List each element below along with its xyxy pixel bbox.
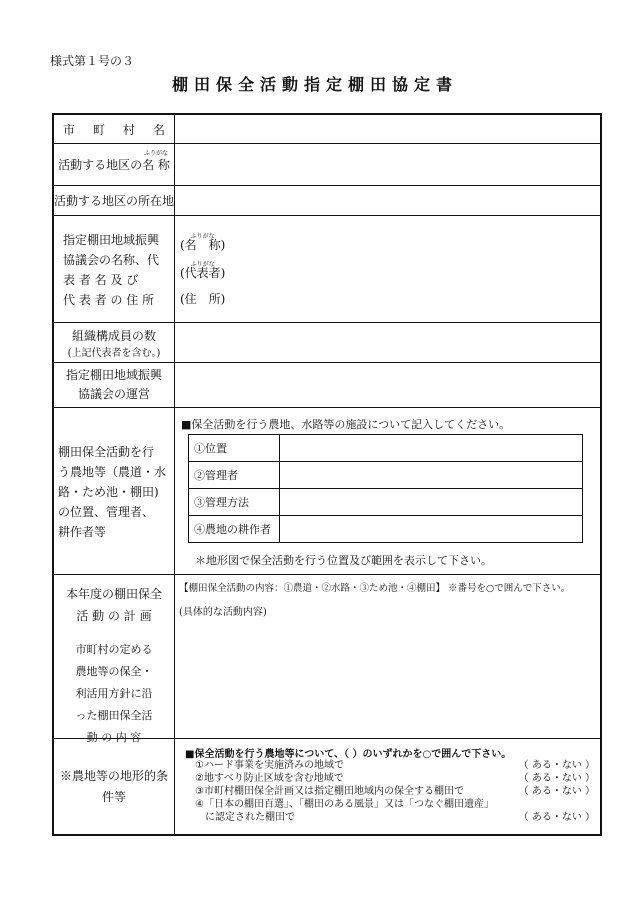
- facilities-label-line-4: の位置、管理者、: [58, 505, 155, 519]
- terrain-label-line-1: ※農地等の地形的条: [59, 768, 168, 783]
- facilities-instruction: ■保全活動を行う農地、水路等の施設について記入してください。: [181, 418, 511, 431]
- plan-sub-line-5: 動 の 内 容: [86, 731, 142, 744]
- terrain-condition-3: [195, 785, 595, 798]
- document-title: 棚田保全活動指定棚田協定書: [171, 75, 458, 94]
- plan-sub-line-1: 市町村の定める: [75, 643, 153, 656]
- council-label-line-1: 指定棚田地域振興: [63, 233, 160, 247]
- facility-row-location: [189, 435, 583, 462]
- area-name-field[interactable]: [175, 144, 600, 185]
- area-name-furigana: ふりがな: [144, 150, 169, 157]
- facilities-label-line-5: 耕作者等: [58, 525, 107, 539]
- council-fields[interactable]: [175, 216, 600, 322]
- plan-row: [54, 575, 600, 744]
- council-rep-label: (代表者): [180, 266, 226, 280]
- operation-label-line-1: 指定棚田地域振興: [65, 368, 162, 382]
- council-label-line-3: 表 者 名 及 び: [63, 273, 139, 287]
- area-name-label-text: 名 称: [142, 158, 170, 172]
- plan-label-line-1: 本年度の棚田保全: [65, 587, 162, 601]
- facility-method-label: ③管理方法: [189, 489, 280, 516]
- facility-cultivator-label: ④農地の耕作者: [189, 516, 280, 543]
- council-address-label: (住 所): [180, 292, 226, 306]
- facilities-content: [175, 408, 600, 574]
- facility-location-label: ①位置: [189, 435, 280, 462]
- area-location-row: [54, 186, 600, 216]
- terrain-condition-5-choice[interactable]: （ ある・ない ）: [518, 812, 595, 823]
- plan-label-line-2: 活 動 の 計 画: [76, 609, 152, 623]
- agreement-form-table: [52, 113, 602, 836]
- form-number: 様式第１号の３: [50, 54, 135, 68]
- terrain-condition-2-choice[interactable]: （ ある・ない ）: [518, 773, 595, 784]
- facility-row-method: [189, 489, 583, 516]
- terrain-instruction: ■保全活動を行う農地等について、（ ）のいずれかを○で囲んで下さい。: [185, 749, 512, 760]
- facilities-row: [54, 408, 600, 575]
- facility-manager-label: ②管理者: [189, 462, 280, 489]
- municipality-char-3: 村: [122, 122, 135, 137]
- operation-field[interactable]: [175, 363, 600, 407]
- municipality-char-4: 名: [152, 122, 165, 137]
- council-name-line: [180, 234, 225, 256]
- council-name-furigana: ふりがな: [190, 233, 215, 240]
- terrain-conditions: [195, 759, 595, 824]
- plan-label: [54, 575, 175, 744]
- council-rep-furigana: ふりがな: [190, 261, 215, 268]
- council-name-label: (名 称): [180, 238, 226, 252]
- facility-manager-field[interactable]: [280, 462, 583, 489]
- municipality-char-1: 市: [63, 122, 76, 137]
- members-field[interactable]: [175, 323, 600, 362]
- council-row: [54, 216, 600, 323]
- members-label-main: 組織構成員の数: [71, 328, 156, 343]
- facility-location-field[interactable]: [280, 435, 583, 462]
- members-label-sub: (上記代表者を含む。): [67, 347, 161, 359]
- area-name-row: [54, 144, 600, 186]
- municipality-field[interactable]: [175, 115, 600, 143]
- terrain-condition-5-text: に認定された棚田で: [195, 812, 295, 823]
- operation-label-line-2: 協議会の運営: [77, 387, 150, 401]
- operation-label: [54, 363, 175, 407]
- terrain-condition-4: [195, 798, 595, 811]
- facilities-label-line-3: 路・ため池・棚田): [58, 485, 159, 499]
- facility-method-field[interactable]: [280, 489, 583, 516]
- municipality-label: [54, 115, 175, 143]
- terrain-condition-1-choice[interactable]: （ ある・ない ）: [518, 760, 595, 771]
- terrain-label-line-2: 件等: [101, 789, 126, 804]
- terrain-condition-2-text: ②地すべり防止区域を含む地域で: [195, 773, 344, 784]
- terrain-label: [54, 739, 175, 834]
- plan-content[interactable]: [175, 575, 600, 738]
- area-name-label-prefix: 活動する地区の: [58, 158, 143, 172]
- facilities-map-note: ＊地形図で保全活動を行う位置及び範囲を表示して下さい。: [195, 554, 492, 567]
- members-row: [54, 323, 600, 363]
- facility-row-manager: [189, 462, 583, 489]
- terrain-condition-4-text: ④「日本の棚田百選」、「棚田のある風景」又は「つなぐ棚田遺産」: [195, 799, 494, 810]
- facilities-label: [54, 408, 175, 574]
- terrain-condition-1-text: ①ハード事業を実施済みの地域で: [195, 760, 344, 771]
- terrain-row: [54, 739, 600, 834]
- council-label-line-2: 協議会の名称、代: [63, 253, 160, 267]
- terrain-condition-1: [195, 759, 595, 772]
- municipality-row: [54, 115, 600, 144]
- plan-content-line: 【棚田保全活動の内容：①農道・②水路・③ため池・④棚田】 ※番号を○で囲んで下さい。: [179, 583, 571, 594]
- facilities-label-line-1: 棚田保全活動を行: [58, 445, 155, 459]
- plan-sub-line-2: 農地等の保全・: [75, 665, 153, 678]
- area-name-label-main: [142, 150, 170, 173]
- operation-row: [54, 363, 600, 408]
- plan-sub-line-3: 利活用方針に沿: [75, 687, 153, 700]
- facility-cultivator-field[interactable]: [280, 516, 583, 543]
- council-label-line-4: 代 表 者 の 住 所: [63, 293, 155, 307]
- plan-detail-label: (具体的な活動内容): [179, 607, 267, 618]
- area-location-field[interactable]: [175, 186, 600, 215]
- area-location-label: 活動する地区の所在地: [54, 186, 175, 215]
- area-name-label: [54, 144, 175, 185]
- facility-row-cultivator: [189, 516, 583, 543]
- terrain-condition-3-choice[interactable]: （ ある・ない ）: [518, 786, 595, 797]
- members-label: [54, 323, 175, 362]
- terrain-condition-5: [195, 811, 595, 824]
- facilities-table: [188, 434, 583, 543]
- terrain-content: [175, 739, 600, 834]
- council-label: [54, 216, 175, 322]
- terrain-condition-2: [195, 772, 595, 785]
- municipality-char-2: 町: [92, 122, 105, 137]
- terrain-condition-3-text: ③市町村棚田保全計画又は指定棚田地域内の保全する棚田で: [195, 786, 464, 797]
- plan-sub-line-4: った棚田保全活: [75, 709, 153, 722]
- council-rep-line: [180, 262, 225, 284]
- facilities-label-line-2: う農地等（農道・水: [58, 465, 167, 479]
